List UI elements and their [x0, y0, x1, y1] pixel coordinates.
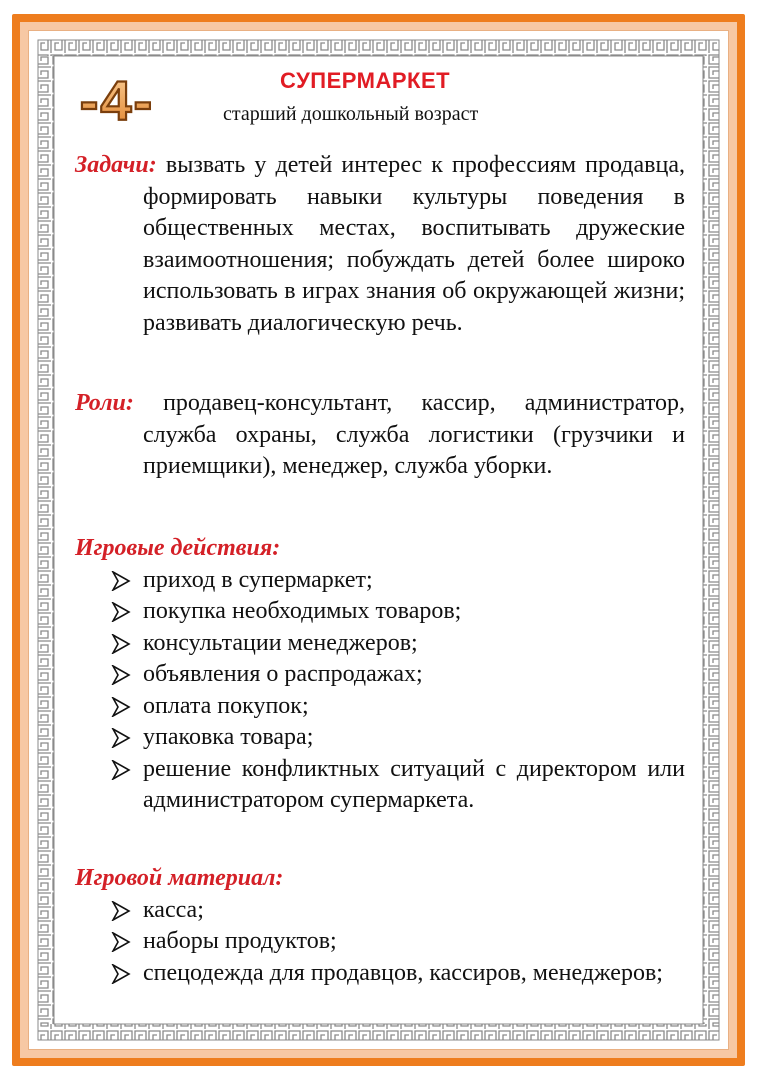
arrow-bullet-icon	[111, 728, 131, 748]
arrow-bullet-icon	[111, 901, 131, 921]
page-title: СУПЕРМАРКЕТ	[280, 68, 451, 93]
number-badge	[72, 70, 162, 130]
list-item: приход в супермаркет;	[75, 565, 685, 597]
list-item: решение конфликтных ситуаций с директором или администратором супермаркета.	[75, 754, 685, 817]
arrow-bullet-icon	[111, 964, 131, 984]
tasks-paragraph	[75, 150, 685, 339]
tasks-section	[75, 150, 685, 339]
list-item: касса;	[75, 895, 685, 927]
arrow-bullet-icon	[111, 760, 131, 780]
list-item: упаковка товара;	[75, 722, 685, 754]
list-item: наборы продуктов;	[75, 926, 685, 958]
arrow-bullet-icon	[111, 571, 131, 591]
actions-section	[75, 533, 685, 817]
arrow-bullet-icon	[111, 634, 131, 654]
page-subtitle: старший дошкольный возраст	[223, 103, 479, 125]
list-item: спецодежда для продавцов, кассиров, менеджеров;	[75, 958, 685, 990]
list-item: оплата покупок;	[75, 691, 685, 723]
tasks-label: Задачи:	[75, 152, 157, 178]
material-heading: Игровой материал:	[75, 865, 284, 891]
roles-text: продавец-консультант, кассир, администратор, служба охраны, служба логистики (грузчики и приемщики), менеджер, служба уборки.	[143, 390, 686, 479]
list-item: покупка необходимых товаров;	[75, 596, 685, 628]
list-item: консультации менеджеров;	[75, 628, 685, 660]
actions-heading: Игровые действия:	[75, 535, 281, 561]
tasks-text: вызвать у детей интерес к профессиям продавца, формировать навыки культуры поведения в общественных местах, воспитывать дружеские взаимоотношения; побуждать детей более широко использовать в играх знания об окружающей жизни; развивать диалогическую речь.	[143, 152, 685, 336]
arrow-bullet-icon	[111, 665, 131, 685]
roles-label: Роли:	[75, 390, 134, 416]
roles-section	[75, 388, 685, 483]
material-section	[75, 863, 685, 989]
actions-list	[75, 565, 685, 817]
material-list	[75, 895, 685, 990]
roles-paragraph	[75, 388, 685, 483]
arrow-bullet-icon	[111, 697, 131, 717]
list-item: объявления о распродажах;	[75, 659, 685, 691]
badge-text: -4-	[79, 70, 155, 130]
arrow-bullet-icon	[111, 602, 131, 622]
arrow-bullet-icon	[111, 932, 131, 952]
content	[75, 62, 685, 1022]
